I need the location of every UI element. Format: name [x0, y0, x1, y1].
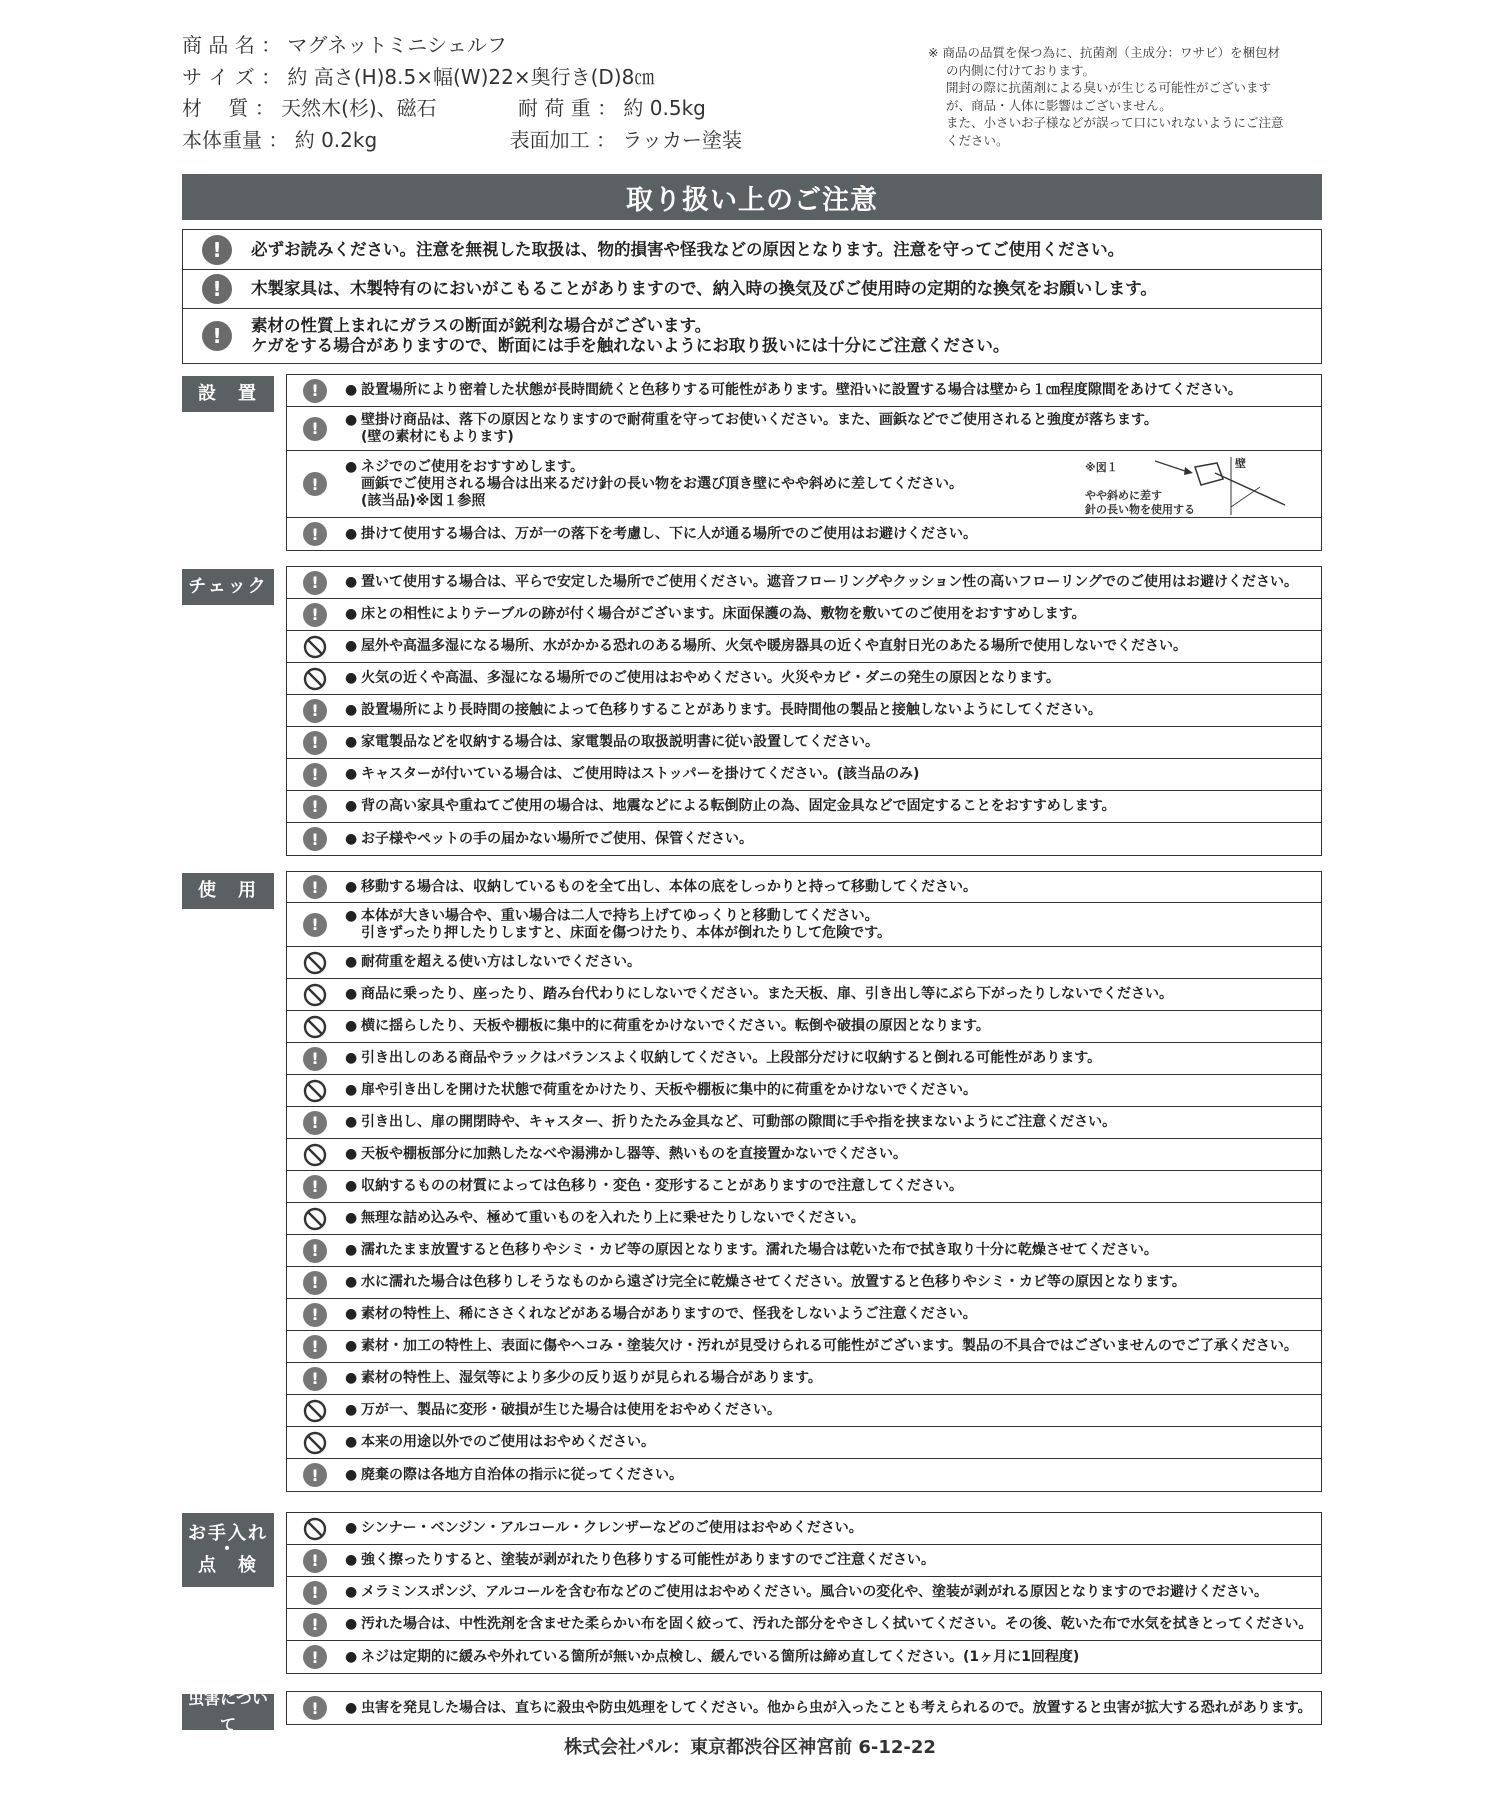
item-text: 掛けて使用する場合は、万が一の落下を考慮し、下に人が通る場所でのご使用はお避けください。	[361, 525, 977, 542]
spec-size	[182, 62, 742, 94]
note-line: が、商品・人体に影響はございません。	[946, 97, 1172, 113]
bullet: ●	[345, 798, 358, 814]
spec-text: 材 質 ： 天然木(杉)、磁石	[182, 96, 437, 120]
note-line: また、小さいお子様などが誤って口にいれないようにご注意	[946, 115, 1284, 130]
item-text: 汚れた場合は、中性洗剤を含ませた柔らかい布を固く絞って、汚れた部分をやさしく拭いてください。その後、乾いた布で水気を拭きとってください。	[361, 1616, 1313, 1632]
list-item	[287, 903, 1321, 947]
item-text: 設置場所により密着した状態が長時間続くと色移りする可能性があります。壁沿いに設置する場合は壁から１㎝程度隙間をあけてください。	[361, 382, 1242, 398]
list-item	[287, 727, 1321, 759]
list-item	[287, 759, 1321, 791]
list-item	[287, 1692, 1321, 1724]
spec-product-name	[182, 30, 742, 62]
list-item	[287, 1545, 1321, 1577]
exclamation-icon: !	[303, 1175, 327, 1199]
spec-weight-finish	[182, 125, 742, 157]
item-text: 移動する場合は、収納しているものを全て出し、本体の底をしっかりと持って移動してください。	[361, 878, 977, 895]
list-item	[287, 791, 1321, 823]
bullet: ●	[345, 458, 358, 475]
list-item	[287, 1395, 1321, 1427]
list-item	[287, 1139, 1321, 1171]
antibacterial-note	[928, 44, 1328, 149]
bullet: ●	[345, 1648, 358, 1665]
bullet: ●	[345, 986, 358, 1002]
bullet: ●	[345, 1178, 358, 1194]
spec-text: 商 品 名 ： マグネットミニシェルフ	[182, 33, 507, 57]
exclamation-icon: !	[303, 1549, 327, 1573]
bullet: ●	[345, 1552, 358, 1568]
list-item	[287, 1235, 1321, 1267]
exclamation-icon: !	[202, 274, 232, 304]
bullet: ●	[345, 1274, 358, 1290]
bullet: ●	[345, 525, 358, 542]
warning-text: 必ずお読みください。注意を無視した取扱は、物的損害や怪我などの原因となります。注意を守ってご使用ください。	[251, 239, 1125, 259]
bullet: ●	[345, 670, 358, 686]
list-item	[287, 599, 1321, 631]
item-text: 引き出し、扉の開閉時や、キャスター、折りたたみ金具など、可動部の隙間に手や指を挟まないようにご注意ください。	[361, 1114, 1117, 1130]
list-item	[287, 1363, 1321, 1395]
spec-text: サ イ ズ ： 約 高さ(H)8.5×幅(W)22×奥行き(D)8㎝	[182, 64, 655, 89]
item-text: ネジでのご使用をおすすめします。	[361, 458, 585, 475]
prohibited-icon	[303, 667, 327, 691]
prohibited-icon	[303, 1207, 327, 1231]
item-text: 耐荷重を超える使い方はしないでください。	[361, 954, 641, 970]
section-label-pest: 虫害について	[182, 1694, 274, 1730]
exclamation-icon: !	[303, 1696, 327, 1720]
prohibited-icon	[303, 1431, 327, 1455]
exclamation-icon: !	[303, 1303, 327, 1327]
figure-wall-label: 壁	[1235, 457, 1246, 470]
item-text: 素材の特性上、湿気等により多少の反り返りが見られる場合があります。	[361, 1370, 822, 1386]
bullet: ●	[345, 830, 358, 847]
exclamation-icon: !	[303, 417, 327, 441]
exclamation-icon: !	[303, 763, 327, 787]
list-item	[287, 979, 1321, 1011]
section-care	[286, 1512, 1322, 1674]
list-item	[287, 695, 1321, 727]
prohibited-icon	[303, 1399, 327, 1423]
bullet: ●	[345, 382, 358, 398]
exclamation-icon: !	[303, 731, 327, 755]
pushpin-icon	[1155, 457, 1305, 515]
bullet: ●	[345, 702, 358, 718]
bullet: ●	[345, 1434, 358, 1450]
bullet: ●	[345, 1306, 358, 1322]
item-text: 本体が大きい場合や、重い場合は二人で持ち上げてゆっくりと移動してください。	[361, 907, 879, 924]
list-item	[287, 663, 1321, 695]
bullet: ●	[345, 1466, 358, 1483]
bullet: ●	[345, 606, 358, 622]
warning-text: ケガをする場合がありますので、断面には手を触れないようにお取り扱いには十分にご注意ください。	[251, 336, 1010, 355]
list-item	[287, 1427, 1321, 1459]
exclamation-icon: !	[303, 1463, 327, 1487]
figure-caption: 針の長い物を使用する	[1085, 503, 1195, 516]
item-text: シンナー・ベンジン・アルコール・クレンザーなどのご使用はおやめください。	[361, 1520, 863, 1536]
item-text: 横に揺らしたり、天板や棚板に集中的に荷重をかけないでください。転倒や破損の原因となります。	[361, 1018, 990, 1034]
section-check	[286, 566, 1322, 856]
list-item	[287, 823, 1321, 855]
bullet: ●	[345, 1520, 358, 1536]
prohibited-icon	[303, 1517, 327, 1541]
exclamation-icon: !	[303, 522, 327, 546]
item-text: 本来の用途以外でのご使用はおやめください。	[361, 1434, 655, 1450]
list-item	[287, 872, 1321, 903]
prohibited-icon	[303, 983, 327, 1007]
bullet: ●	[345, 1082, 358, 1098]
bullet: ●	[345, 954, 358, 970]
general-warnings	[182, 229, 1322, 364]
exclamation-icon: !	[303, 379, 327, 403]
exclamation-icon: !	[303, 913, 327, 937]
list-item	[287, 631, 1321, 663]
item-text: 床との相性によりテーブルの跡が付く場合がございます。床面保護の為、敷物を敷いてのご使用をおすすめします。	[361, 606, 1086, 622]
list-item	[287, 1171, 1321, 1203]
list-item	[287, 1203, 1321, 1235]
item-text: 収納するものの材質によっては色移り・変色・変形することがありますので注意してください。	[361, 1178, 963, 1194]
prohibited-icon	[303, 1015, 327, 1039]
bullet: ●	[345, 1242, 358, 1258]
exclamation-icon: !	[303, 1111, 327, 1135]
bullet: ●	[345, 1370, 358, 1386]
item-text: 引き出しのある商品やラックはバランスよく収納してください。上段部分だけに収納すると倒れる可能性があります。	[361, 1050, 1102, 1066]
exclamation-icon: !	[303, 571, 327, 595]
spec-text: 表面加工 ： ラッカー塗装	[509, 127, 742, 152]
exclamation-icon: !	[303, 1047, 327, 1071]
list-item	[287, 947, 1321, 979]
caution-heading: 取り扱い上のご注意	[182, 174, 1322, 220]
company-footer: 株式会社パル：東京都渋谷区神宮前 6-12-22	[564, 1737, 936, 1758]
exclamation-icon: !	[303, 1645, 327, 1669]
spec-text: 耐 荷 重 ： 約 0.5kg	[518, 96, 706, 120]
section-setchi	[286, 374, 1322, 551]
list-item	[287, 1331, 1321, 1363]
exclamation-icon: !	[303, 603, 327, 627]
care-label-line: 点 検	[198, 1555, 258, 1576]
list-item	[287, 1513, 1321, 1545]
item-text: (該当品)※図１参照	[361, 492, 486, 509]
bullet: ●	[345, 638, 358, 654]
item-text: 屋外や高温多湿になる場所、水がかかる恐れのある場所、火気や暖房器具の近くや直射日光のあたる場所で使用しないでください。	[361, 638, 1187, 654]
list-item	[287, 407, 1321, 451]
list-item	[287, 1577, 1321, 1609]
exclamation-icon: !	[303, 827, 327, 851]
item-text: 家電製品などを収納する場合は、家電製品の取扱説明書に従い設置してください。	[361, 734, 879, 750]
bullet: ●	[345, 734, 358, 750]
figure-1	[1085, 457, 1305, 515]
note-line: 開封の際に抗菌剤による臭いが生じる可能性がございます	[946, 80, 1272, 95]
list-item	[287, 1609, 1321, 1641]
exclamation-icon: !	[303, 472, 327, 496]
item-text: お子様やペットの手の届かない場所でご使用、保管ください。	[361, 830, 753, 847]
section-label-setchi: 設 置	[182, 376, 274, 412]
list-item	[287, 1043, 1321, 1075]
note-line: ※ 商品の品質を保つ為に、抗菌剤（主成分：ワサビ）を梱包材	[928, 45, 1280, 60]
bullet: ●	[345, 1699, 358, 1716]
item-text: 火気の近くや高温、多湿になる場所でのご使用はおやめください。火災やカビ・ダニの発生の原因となります。	[361, 670, 1060, 686]
item-text: 引きずったり押したりしますと、床面を傷つけたり、本体が倒れたりして危険です。	[361, 924, 892, 941]
exclamation-icon: !	[303, 1613, 327, 1637]
item-text: 素材の特性上、稀にささくれなどがある場合がありますので、怪我をしないようご注意ください。	[361, 1306, 977, 1322]
list-item	[287, 375, 1321, 407]
item-text: 天板や棚板部分に加熱したなべや湯沸かし器等、熱いものを直接置かないでください。	[361, 1146, 907, 1162]
bullet: ●	[345, 766, 358, 782]
exclamation-icon: !	[303, 699, 327, 723]
exclamation-icon: !	[303, 1367, 327, 1391]
item-text: 素材・加工の特性上、表面に傷やヘコみ・塗装欠け・汚れが見受けられる可能性がございます。製品の不具合ではございませんのでご了承ください。	[361, 1338, 1298, 1354]
item-text: 商品に乗ったり、座ったり、踏み台代わりにしないでください。また天板、扉、引き出し等にぶら下がったりしないでください。	[361, 986, 1173, 1002]
item-text: 壁掛け商品は、落下の原因となりますので耐荷重を守ってお使いください。また、画鋲などでご使用されると強度が落ちます。	[361, 411, 1158, 428]
exclamation-icon: !	[202, 321, 232, 351]
bullet: ●	[345, 411, 358, 428]
spec-text: 本体重量 ： 約 0.2kg	[182, 127, 378, 152]
warning-text: 木製家具は、木製特有のにおいがこもることがありますので、納入時の換気及びご使用時の定期的な換気をお願いします。	[251, 279, 1157, 298]
bullet: ●	[345, 1146, 358, 1162]
item-text: ネジは定期的に緩みや外れている箇所が無いか点検し、緩んでいる箇所は締め直してください。(1ヶ月に1回程度)	[361, 1648, 1080, 1665]
prohibited-icon	[303, 951, 327, 975]
list-item	[287, 1641, 1321, 1673]
bullet: ●	[345, 907, 358, 924]
warning-row	[183, 270, 1321, 309]
list-item	[287, 1011, 1321, 1043]
product-spec	[182, 30, 742, 156]
figure-label: ※図１	[1085, 461, 1118, 474]
bullet: ●	[345, 1018, 358, 1034]
prohibited-icon	[303, 1079, 327, 1103]
note-line: の内側に付けております。	[946, 62, 1096, 78]
care-label-line: お手入れ	[188, 1523, 268, 1544]
note-line: ください。	[946, 132, 1009, 148]
item-text: 設置場所により長時間の接触によって色移りすることがあります。長時間他の製品と接触しないようにしてください。	[361, 702, 1102, 718]
list-item	[287, 1267, 1321, 1299]
list-item	[287, 1459, 1321, 1491]
bullet: ●	[345, 1616, 358, 1632]
section-label-check: チェック	[182, 569, 274, 605]
section-use	[286, 871, 1322, 1492]
bullet: ●	[345, 1402, 358, 1418]
care-label-line: ・	[218, 1539, 238, 1560]
item-text: 廃棄の際は各地方自治体の指示に従ってください。	[361, 1466, 683, 1483]
item-text: キャスターが付いている場合は、ご使用時はストッパーを掛けてください。(該当品のみ)	[361, 766, 920, 782]
list-item	[287, 451, 1321, 518]
warning-row	[183, 230, 1321, 270]
exclamation-icon: !	[303, 1271, 327, 1295]
bullet: ●	[345, 1338, 358, 1354]
item-text: 濡れたまま放置すると色移りやシミ・カビ等の原因となります。濡れた場合は乾いた布で拭き取り十分に乾燥させてください。	[361, 1242, 1158, 1258]
item-text: 画鋲でご使用される場合は出来るだけ針の長い物をお選び頂き壁にやや斜めに差してください。	[361, 475, 963, 492]
item-text: 扉や引き出しを開けた状態で荷重をかけたり、天板や棚板に集中的に荷重をかけないでください。	[361, 1082, 977, 1098]
item-text: メラミンスポンジ、アルコールを含む布などのご使用はおやめください。風合いの変化や、塗装が剥がれる原因となりますのでお避けください。	[361, 1584, 1268, 1600]
warning-row	[183, 309, 1321, 363]
bullet: ●	[345, 574, 358, 590]
prohibited-icon	[303, 635, 327, 659]
bullet: ●	[345, 1210, 358, 1226]
prohibited-icon	[303, 1143, 327, 1167]
exclamation-icon: !	[202, 235, 232, 265]
bullet: ●	[345, 1584, 358, 1600]
section-pest	[286, 1691, 1322, 1725]
item-text: 万が一、製品に変形・破損が生じた場合は使用をおやめください。	[361, 1402, 781, 1418]
figure-caption: やや斜めに差す	[1085, 489, 1162, 502]
section-label-use: 使 用	[182, 873, 274, 909]
list-item	[287, 567, 1321, 599]
item-text: 背の高い家具や重ねてご使用の場合は、地震などによる転倒防止の為、固定金具などで固定することをおすすめします。	[361, 798, 1116, 814]
list-item	[287, 1075, 1321, 1107]
item-text: 強く擦ったりすると、塗装が剥がれたり色移りする可能性がありますのでご注意ください。	[361, 1552, 935, 1568]
warning-text: 素材の性質上まれにガラスの断面が鋭利な場合がございます。	[251, 316, 712, 335]
bullet: ●	[345, 1114, 358, 1130]
list-item	[287, 518, 1321, 550]
item-text: 虫害を発見した場合は、直ちに殺虫や防虫処理をしてください。他から虫が入ったことも考えられるので。放置すると虫害が拡大する恐れがあります。	[361, 1699, 1312, 1716]
spec-material-load	[182, 93, 742, 125]
bullet: ●	[345, 1050, 358, 1066]
item-text: 水に濡れた場合は色移りしそうなものから遠ざけ完全に乾燥させてください。放置すると色移りやシミ・カビ等の原因となります。	[361, 1274, 1186, 1290]
item-text: 置いて使用する場合は、平らで安定した場所でご使用ください。遮音フローリングやクッション性の高いフローリングでのご使用はお避けください。	[361, 574, 1299, 590]
exclamation-icon: !	[303, 795, 327, 819]
exclamation-icon: !	[303, 875, 327, 899]
exclamation-icon: !	[303, 1335, 327, 1359]
item-text: 無理な詰め込みや、極めて重いものを入れたり上に乗せたりしないでください。	[361, 1210, 865, 1226]
exclamation-icon: !	[303, 1581, 327, 1605]
item-text: (壁の素材にもよります)	[361, 428, 514, 445]
bullet: ●	[345, 878, 358, 895]
section-label-care	[182, 1513, 274, 1587]
list-item	[287, 1107, 1321, 1139]
exclamation-icon: !	[303, 1239, 327, 1263]
list-item	[287, 1299, 1321, 1331]
